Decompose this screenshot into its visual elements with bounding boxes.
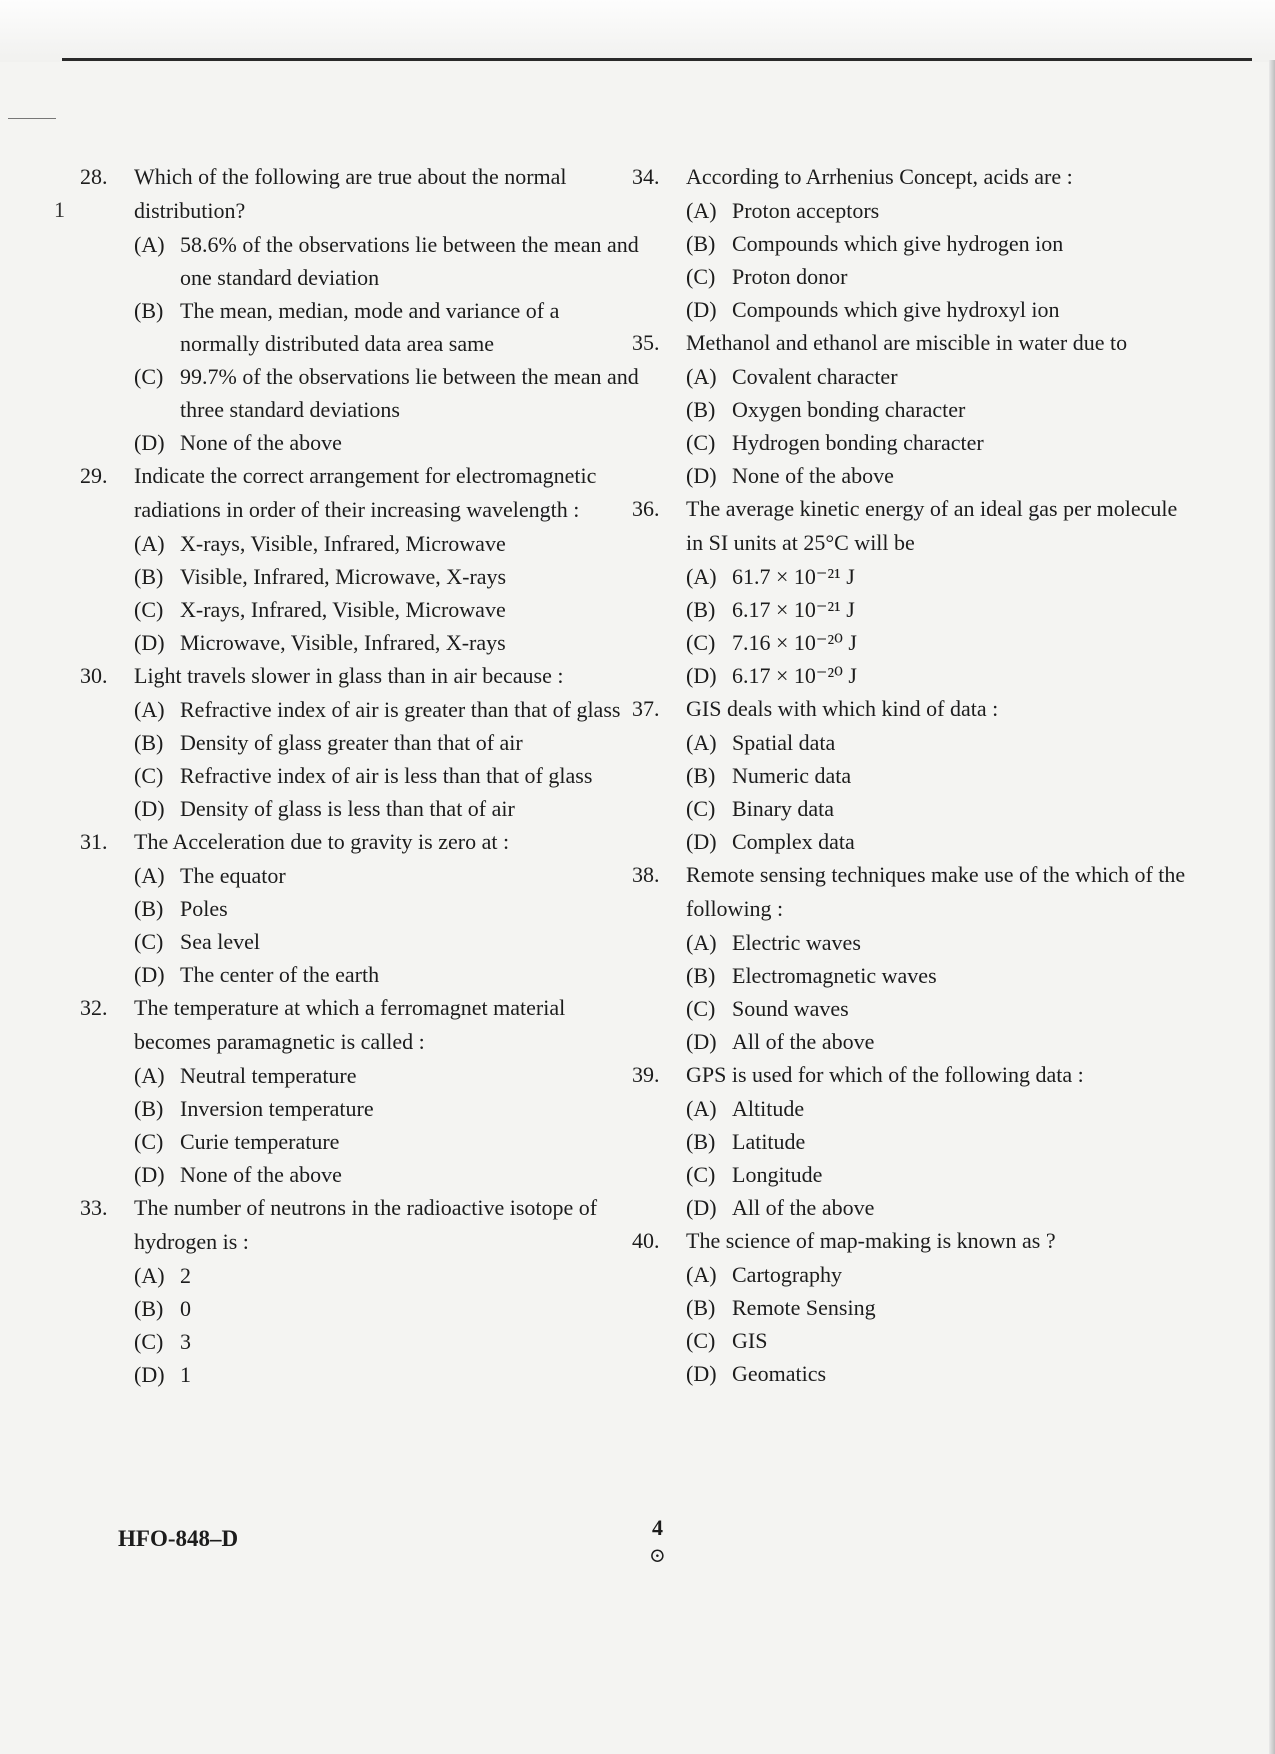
option-label: (B) bbox=[686, 1295, 716, 1320]
option-c bbox=[134, 759, 640, 792]
option-text: Geomatics bbox=[732, 1361, 827, 1386]
question-number: 30. bbox=[80, 663, 108, 688]
option-b bbox=[686, 393, 1192, 426]
option-c bbox=[686, 260, 1192, 293]
option-label: (B) bbox=[686, 597, 716, 622]
question-number: 31. bbox=[80, 829, 108, 854]
option-label: (C) bbox=[134, 364, 164, 389]
option-c bbox=[686, 992, 1192, 1025]
option-label: (D) bbox=[134, 630, 165, 655]
question-text: The Acceleration due to gravity is zero at : bbox=[134, 829, 510, 854]
option-d bbox=[134, 958, 640, 991]
option-text: Density of glass greater than that of air bbox=[180, 730, 523, 755]
option-label: (B) bbox=[686, 763, 716, 788]
option-b bbox=[134, 1092, 640, 1125]
option-text: X-rays, Visible, Infrared, Microwave bbox=[180, 531, 506, 556]
question-number: 39. bbox=[632, 1062, 660, 1087]
option-label: (D) bbox=[686, 1195, 717, 1220]
option-d bbox=[686, 1025, 1192, 1058]
option-text: Visible, Infrared, Microwave, X-rays bbox=[180, 564, 507, 589]
option-label: (B) bbox=[134, 1296, 164, 1321]
right-question-column bbox=[632, 160, 1192, 1390]
option-label: (D) bbox=[686, 463, 717, 488]
option-text: Sound waves bbox=[732, 996, 849, 1021]
option-text: Poles bbox=[180, 896, 228, 921]
question-number: 40. bbox=[632, 1228, 660, 1253]
option-label: (D) bbox=[686, 1361, 717, 1386]
option-text: Electromagnetic waves bbox=[732, 963, 937, 988]
option-text: Numeric data bbox=[732, 763, 852, 788]
option-c bbox=[686, 626, 1192, 659]
option-a bbox=[134, 228, 640, 294]
option-label: (C) bbox=[686, 796, 716, 821]
option-label: (C) bbox=[686, 264, 716, 289]
option-text: None of the above bbox=[732, 463, 894, 488]
question-text: Remote sensing techniques make use of the which of the following : bbox=[686, 862, 1186, 921]
option-text: Inversion temperature bbox=[180, 1096, 374, 1121]
option-text: X-rays, Infrared, Visible, Microwave bbox=[180, 597, 506, 622]
option-text: 6.17 × 10⁻²¹ J bbox=[732, 597, 855, 622]
question-text: GPS is used for which of the following data : bbox=[686, 1062, 1084, 1087]
option-text: 1 bbox=[180, 1362, 191, 1387]
option-label: (B) bbox=[686, 231, 716, 256]
option-text: Electric waves bbox=[732, 930, 861, 955]
option-text: Proton acceptors bbox=[732, 198, 880, 223]
option-text: 99.7% of the observations lie between the mean and three standard deviations bbox=[180, 364, 639, 422]
option-label: (A) bbox=[134, 1063, 165, 1088]
option-label: (D) bbox=[686, 829, 717, 854]
question-number: 34. bbox=[632, 164, 660, 189]
option-text: 3 bbox=[180, 1329, 191, 1354]
option-label: (C) bbox=[134, 929, 164, 954]
option-text: The equator bbox=[180, 863, 286, 888]
option-label: (A) bbox=[134, 232, 165, 257]
question-number: 32. bbox=[80, 995, 108, 1020]
option-text: 61.7 × 10⁻²¹ J bbox=[732, 564, 855, 589]
option-c bbox=[686, 1324, 1192, 1357]
question-40 bbox=[632, 1224, 1192, 1390]
option-text: All of the above bbox=[732, 1029, 875, 1054]
option-text: The center of the earth bbox=[180, 962, 380, 987]
option-text: Neutral temperature bbox=[180, 1063, 357, 1088]
question-31 bbox=[80, 825, 640, 991]
paper-code: HFO-848–D bbox=[118, 1526, 239, 1551]
option-d bbox=[686, 825, 1192, 858]
option-text: Compounds which give hydrogen ion bbox=[732, 231, 1064, 256]
question-text: The temperature at which a ferromagnet material becomes paramagnetic is called : bbox=[134, 995, 566, 1054]
option-label: (B) bbox=[134, 564, 164, 589]
option-text: GIS bbox=[732, 1328, 768, 1353]
option-label: (B) bbox=[134, 896, 164, 921]
option-b bbox=[134, 726, 640, 759]
option-c bbox=[686, 426, 1192, 459]
option-label: (A) bbox=[134, 531, 165, 556]
option-label: (D) bbox=[134, 430, 165, 455]
option-a bbox=[686, 926, 1192, 959]
option-label: (A) bbox=[134, 697, 165, 722]
option-text: Proton donor bbox=[732, 264, 848, 289]
option-d bbox=[686, 659, 1192, 692]
option-list bbox=[134, 693, 640, 825]
option-text: 2 bbox=[180, 1263, 191, 1288]
option-list bbox=[134, 859, 640, 991]
option-list bbox=[686, 360, 1192, 492]
option-d bbox=[134, 626, 640, 659]
option-list bbox=[134, 228, 640, 459]
option-list bbox=[686, 926, 1192, 1058]
option-label: (A) bbox=[686, 930, 717, 955]
option-d bbox=[134, 792, 640, 825]
option-a bbox=[686, 1258, 1192, 1291]
option-text: Covalent character bbox=[732, 364, 898, 389]
margin-mark: 1 bbox=[54, 197, 65, 222]
option-c bbox=[686, 792, 1192, 825]
option-list bbox=[134, 1059, 640, 1191]
option-a bbox=[134, 1059, 640, 1092]
option-text: 6.17 × 10⁻²⁰ J bbox=[732, 663, 857, 688]
option-text: Cartography bbox=[732, 1262, 842, 1287]
option-text: Microwave, Visible, Infrared, X-rays bbox=[180, 630, 506, 655]
option-label: (D) bbox=[686, 663, 717, 688]
option-label: (D) bbox=[134, 1162, 165, 1187]
option-text: Sea level bbox=[180, 929, 261, 954]
option-list bbox=[686, 1258, 1192, 1390]
question-number: 29. bbox=[80, 463, 108, 488]
question-text: The science of map-making is known as ? bbox=[686, 1228, 1056, 1253]
option-list bbox=[686, 1092, 1192, 1224]
registration-mark: ⊙ bbox=[649, 1545, 666, 1567]
option-label: (C) bbox=[686, 430, 716, 455]
option-a bbox=[134, 859, 640, 892]
option-text: Curie temperature bbox=[180, 1129, 340, 1154]
option-b bbox=[134, 560, 640, 593]
option-text: None of the above bbox=[180, 1162, 342, 1187]
question-36 bbox=[632, 492, 1192, 692]
option-label: (A) bbox=[686, 364, 717, 389]
option-list bbox=[686, 560, 1192, 692]
option-label: (A) bbox=[134, 863, 165, 888]
question-39 bbox=[632, 1058, 1192, 1224]
option-label: (C) bbox=[686, 1162, 716, 1187]
option-label: (A) bbox=[686, 1262, 717, 1287]
option-b bbox=[134, 1292, 640, 1325]
question-number: 36. bbox=[632, 496, 660, 521]
option-a bbox=[134, 1259, 640, 1292]
option-b bbox=[686, 1125, 1192, 1158]
question-number: 35. bbox=[632, 330, 660, 355]
option-d bbox=[686, 293, 1192, 326]
option-text: Oxygen bonding character bbox=[732, 397, 966, 422]
question-29 bbox=[80, 459, 640, 659]
question-text: The average kinetic energy of an ideal gas per molecule in SI units at 25°C will be bbox=[686, 496, 1178, 555]
option-label: (D) bbox=[134, 1362, 165, 1387]
option-label: (D) bbox=[686, 1029, 717, 1054]
option-label: (B) bbox=[134, 730, 164, 755]
option-b bbox=[686, 759, 1192, 792]
option-list bbox=[686, 194, 1192, 326]
option-text: Density of glass is less than that of air bbox=[180, 796, 515, 821]
option-a bbox=[134, 693, 640, 726]
question-30 bbox=[80, 659, 640, 825]
option-label: (D) bbox=[134, 796, 165, 821]
question-37 bbox=[632, 692, 1192, 858]
option-b bbox=[686, 593, 1192, 626]
option-text: Hydrogen bonding character bbox=[732, 430, 984, 455]
left-question-column bbox=[80, 160, 640, 1391]
option-label: (C) bbox=[134, 763, 164, 788]
option-label: (A) bbox=[686, 1096, 717, 1121]
page-number: 4 bbox=[652, 1515, 663, 1540]
option-label: (C) bbox=[134, 1129, 164, 1154]
option-text: None of the above bbox=[180, 430, 342, 455]
question-35 bbox=[632, 326, 1192, 492]
question-32 bbox=[80, 991, 640, 1191]
header-rule bbox=[62, 58, 1252, 61]
option-label: (B) bbox=[134, 1096, 164, 1121]
option-a bbox=[686, 560, 1192, 593]
option-text: Remote Sensing bbox=[732, 1295, 876, 1320]
option-label: (B) bbox=[686, 397, 716, 422]
scan-top-edge bbox=[0, 0, 1275, 62]
option-label: (B) bbox=[686, 963, 716, 988]
option-text: Latitude bbox=[732, 1129, 806, 1154]
option-d bbox=[134, 426, 640, 459]
scan-right-edge bbox=[1269, 60, 1275, 1754]
question-text: Light travels slower in glass than in air because : bbox=[134, 663, 564, 688]
option-a bbox=[686, 1092, 1192, 1125]
option-d bbox=[686, 459, 1192, 492]
option-text: The mean, median, mode and variance of a normally distributed data area same bbox=[180, 298, 560, 356]
question-33 bbox=[80, 1191, 640, 1391]
option-label: (A) bbox=[686, 730, 717, 755]
question-34 bbox=[632, 160, 1192, 326]
question-number: 38. bbox=[632, 862, 660, 887]
option-label: (A) bbox=[686, 198, 717, 223]
option-b bbox=[134, 892, 640, 925]
option-c bbox=[134, 925, 640, 958]
option-b bbox=[686, 227, 1192, 260]
option-label: (C) bbox=[686, 1328, 716, 1353]
option-text: 7.16 × 10⁻²⁰ J bbox=[732, 630, 857, 655]
option-text: Complex data bbox=[732, 829, 855, 854]
question-text: Which of the following are true about the normal distribution? bbox=[134, 164, 567, 223]
option-d bbox=[134, 1358, 640, 1391]
question-38 bbox=[632, 858, 1192, 1058]
option-text: Longitude bbox=[732, 1162, 823, 1187]
option-label: (A) bbox=[134, 1263, 165, 1288]
option-label: (A) bbox=[686, 564, 717, 589]
option-d bbox=[134, 1158, 640, 1191]
option-label: (C) bbox=[134, 597, 164, 622]
option-d bbox=[686, 1357, 1192, 1390]
question-text: Indicate the correct arrangement for electromagnetic radiations in order of their increasing wavelength : bbox=[134, 463, 597, 522]
option-label: (D) bbox=[686, 297, 717, 322]
option-label: (B) bbox=[134, 298, 164, 323]
option-list bbox=[134, 1259, 640, 1391]
option-text: All of the above bbox=[732, 1195, 875, 1220]
question-text: According to Arrhenius Concept, acids are : bbox=[686, 164, 1073, 189]
option-label: (C) bbox=[686, 630, 716, 655]
option-list bbox=[134, 527, 640, 659]
option-c bbox=[134, 1325, 640, 1358]
option-a bbox=[686, 726, 1192, 759]
option-label: (D) bbox=[134, 962, 165, 987]
option-c bbox=[134, 1125, 640, 1158]
option-text: 58.6% of the observations lie between the mean and one standard deviation bbox=[180, 232, 639, 290]
option-text: Binary data bbox=[732, 796, 835, 821]
option-b bbox=[686, 1291, 1192, 1324]
option-a bbox=[686, 194, 1192, 227]
option-c bbox=[686, 1158, 1192, 1191]
option-text: Spatial data bbox=[732, 730, 836, 755]
option-label: (C) bbox=[686, 996, 716, 1021]
option-b bbox=[686, 959, 1192, 992]
option-label: (B) bbox=[686, 1129, 716, 1154]
option-text: Compounds which give hydroxyl ion bbox=[732, 297, 1060, 322]
question-28 bbox=[80, 160, 640, 459]
option-c bbox=[134, 593, 640, 626]
question-number: 28. bbox=[80, 164, 108, 189]
option-d bbox=[686, 1191, 1192, 1224]
option-a bbox=[686, 360, 1192, 393]
question-text: Methanol and ethanol are miscible in water due to bbox=[686, 330, 1128, 355]
option-text: Altitude bbox=[732, 1096, 805, 1121]
question-text: GIS deals with which kind of data : bbox=[686, 696, 999, 721]
option-text: Refractive index of air is greater than that of glass bbox=[180, 697, 621, 722]
option-label: (C) bbox=[134, 1329, 164, 1354]
option-a bbox=[134, 527, 640, 560]
option-text: Refractive index of air is less than that of glass bbox=[180, 763, 593, 788]
question-number: 37. bbox=[632, 696, 660, 721]
question-number: 33. bbox=[80, 1195, 108, 1220]
option-c bbox=[134, 360, 640, 426]
option-b bbox=[134, 294, 640, 360]
option-list bbox=[686, 726, 1192, 858]
margin-tick bbox=[8, 118, 56, 119]
question-text: The number of neutrons in the radioactive isotope of hydrogen is : bbox=[134, 1195, 598, 1254]
option-text: 0 bbox=[180, 1296, 191, 1321]
